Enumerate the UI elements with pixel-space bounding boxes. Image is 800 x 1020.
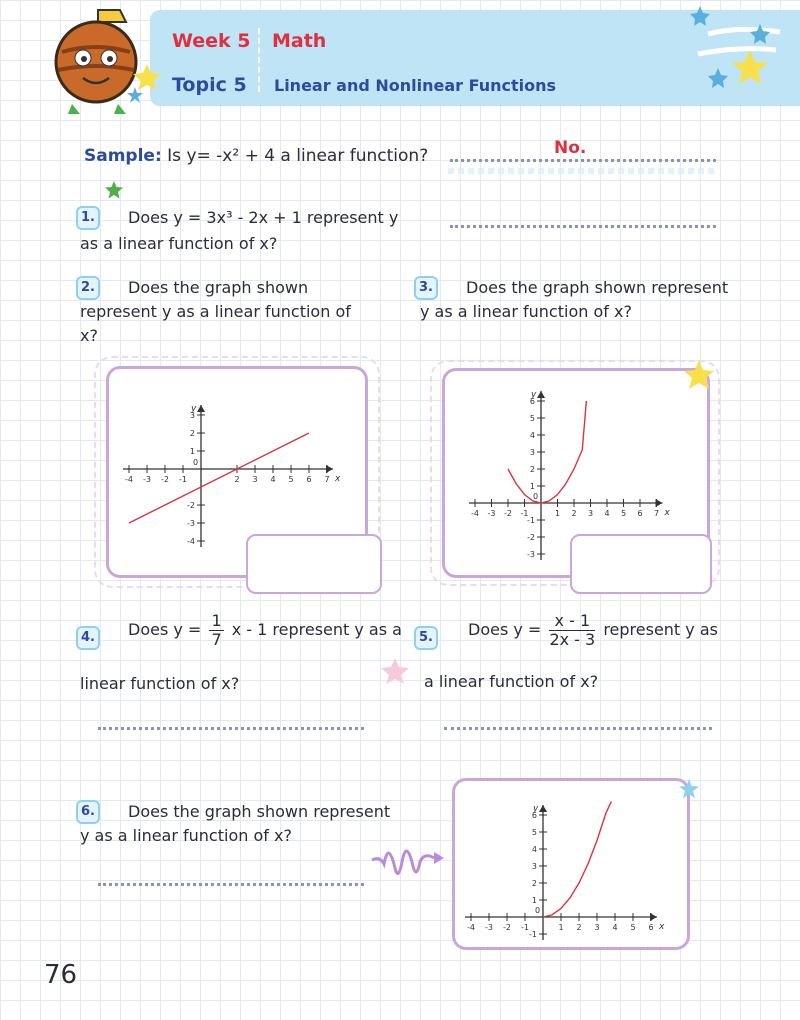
topic-title: Linear and Nonlinear Functions — [274, 76, 557, 95]
graph-panel-6 — [452, 778, 690, 950]
sample-answer-line — [450, 158, 716, 162]
fraction — [209, 612, 223, 649]
y-tick-label: 1 — [529, 482, 535, 491]
x-tick-label: 4 — [604, 509, 610, 518]
week-label: Week 5 — [172, 30, 251, 52]
y-tick-label: -4 — [187, 537, 195, 546]
y-tick-label: 6 — [531, 811, 537, 820]
series-line — [129, 433, 312, 523]
answer-line-1[interactable] — [450, 224, 716, 228]
origin-label: 0 — [535, 906, 541, 915]
answer-box-3[interactable] — [570, 534, 712, 594]
answer-box-2[interactable] — [246, 534, 382, 594]
star-blue-icon — [126, 86, 144, 104]
question-5-post: represent y as — [603, 620, 718, 639]
x-tick-label: -1 — [520, 509, 529, 518]
x-tick-label: -4 — [471, 509, 479, 518]
fraction-denominator: 7 — [211, 630, 222, 649]
x-tick-label: -1 — [521, 923, 529, 932]
y-tick-label: 5 — [529, 414, 535, 423]
x-tick-label: 1 — [554, 509, 561, 518]
y-tick-label: -3 — [187, 519, 195, 528]
question-4-line2: linear function of x? — [80, 674, 240, 693]
fraction-numerator: x - 1 — [549, 612, 595, 631]
x-tick-label: -4 — [125, 475, 133, 484]
x-axis-label: x — [664, 508, 670, 518]
star-pink-icon — [380, 656, 410, 686]
question-number-1: 1. — [76, 206, 100, 230]
x-tick-label: -1 — [179, 475, 187, 484]
graph-6 — [455, 781, 687, 947]
series-line — [543, 801, 611, 917]
y-tick-label: 5 — [531, 828, 537, 837]
topic-label: Topic 5 — [172, 74, 247, 96]
origin-label: 0 — [193, 458, 199, 467]
x-tick-label: 6 — [637, 509, 643, 518]
y-tick-label: 3 — [189, 411, 195, 420]
question-6-line2: y as a linear function of x? — [80, 826, 292, 845]
x-tick-label: 2 — [234, 475, 240, 484]
question-4-line1 — [128, 612, 402, 649]
question-number-2: 2. — [76, 276, 100, 300]
x-tick-label: 5 — [288, 475, 294, 484]
y-tick-label: -2 — [187, 501, 195, 510]
x-tick-label: 6 — [648, 923, 654, 932]
y-tick-label: 4 — [531, 845, 537, 854]
fraction — [549, 612, 595, 649]
question-5-pre: Does y = — [468, 620, 542, 639]
y-tick-label: 1 — [189, 447, 195, 456]
subject-label: Math — [272, 30, 327, 52]
fraction-numerator: 1 — [211, 611, 222, 630]
x-tick-label: 7 — [324, 475, 330, 484]
y-tick-label: -1 — [529, 930, 537, 939]
y-axis-arrow — [197, 405, 205, 412]
x-tick-label: 4 — [270, 475, 276, 484]
x-tick-label: 4 — [612, 923, 618, 932]
question-3-line1: Does the graph shown represent — [466, 278, 729, 297]
x-tick-label: 7 — [653, 509, 660, 518]
question-3-line2: y as a linear function of x? — [420, 302, 632, 321]
question-number-4: 4. — [76, 626, 100, 650]
answer-line-4[interactable] — [98, 726, 364, 730]
star-green-icon — [104, 180, 124, 200]
y-tick-label: 1 — [531, 896, 537, 905]
y-axis-label: y — [531, 390, 537, 400]
x-axis-label: x — [659, 922, 665, 932]
y-tick-label: 3 — [531, 862, 537, 871]
x-tick-label: 6 — [306, 475, 312, 484]
star-yellow-icon — [682, 358, 716, 392]
y-tick-label: -2 — [527, 533, 535, 542]
y-tick-label: -1 — [527, 516, 535, 525]
banner-divider — [258, 28, 260, 92]
y-axis-label: y — [191, 404, 197, 414]
y-tick-label: 2 — [529, 465, 535, 474]
sample-answer: No. — [554, 138, 587, 158]
answer-line-6[interactable] — [98, 882, 364, 886]
question-number-6: 6. — [76, 800, 100, 824]
x-tick-label: 2 — [576, 923, 582, 932]
x-tick-label: 5 — [630, 923, 636, 932]
x-axis-label: x — [335, 474, 341, 484]
star-blue-icon — [678, 778, 700, 800]
fraction-denominator: 2x - 3 — [549, 630, 596, 649]
x-tick-label: -4 — [467, 923, 475, 932]
question-4-pre: Does y = — [128, 620, 202, 639]
y-tick-label: -3 — [527, 550, 535, 559]
question-number-3: 3. — [414, 276, 438, 300]
x-tick-label: 5 — [620, 509, 627, 518]
question-1-line1: Does y = 3x³ - 2x + 1 represent y — [128, 208, 399, 227]
y-tick-label: 2 — [189, 429, 195, 438]
origin-label: 0 — [533, 492, 539, 501]
x-tick-label: -3 — [487, 509, 496, 518]
question-6-line1: Does the graph shown represent — [128, 802, 391, 821]
y-tick-label: 2 — [531, 879, 537, 888]
question-2-line3: x? — [80, 326, 98, 345]
answer-highlight — [448, 168, 714, 174]
question-4-post: x - 1 represent y as a — [231, 620, 402, 639]
x-tick-label: -3 — [143, 475, 151, 484]
x-tick-label: -2 — [504, 509, 512, 518]
question-number-5: 5. — [414, 626, 438, 650]
question-2-line1: Does the graph shown — [128, 278, 309, 297]
question-5-line1 — [468, 612, 718, 649]
y-tick-label: 4 — [529, 431, 535, 440]
x-tick-label: -3 — [485, 923, 493, 932]
y-axis-label: y — [533, 804, 539, 814]
y-tick-label: 3 — [529, 448, 535, 457]
x-tick-label: 1 — [558, 923, 564, 932]
sample-question: Is y= -x² + 4 a linear function? — [167, 146, 429, 166]
question-2-line2: represent y as a linear function of — [80, 302, 351, 321]
question-1-line2: as a linear function of x? — [80, 234, 278, 253]
x-tick-label: -2 — [503, 923, 511, 932]
answer-line-5[interactable] — [444, 726, 712, 730]
squiggle-arrow-icon — [370, 838, 446, 888]
question-5-line2: a linear function of x? — [424, 672, 599, 691]
page-number: 76 — [44, 960, 78, 990]
x-tick-label: -2 — [161, 475, 169, 484]
series-line — [508, 401, 586, 503]
sample-label: Sample: — [84, 146, 162, 166]
y-axis-arrow — [539, 805, 547, 812]
x-tick-label: 3 — [587, 509, 594, 518]
sample-text — [84, 144, 428, 168]
x-tick-label: 3 — [594, 923, 600, 932]
x-tick-label: 2 — [571, 509, 577, 518]
x-tick-label: 3 — [252, 475, 258, 484]
y-axis-arrow — [537, 391, 545, 398]
y-tick-label: 6 — [529, 397, 535, 406]
stars-decoration-icon — [680, 6, 796, 100]
